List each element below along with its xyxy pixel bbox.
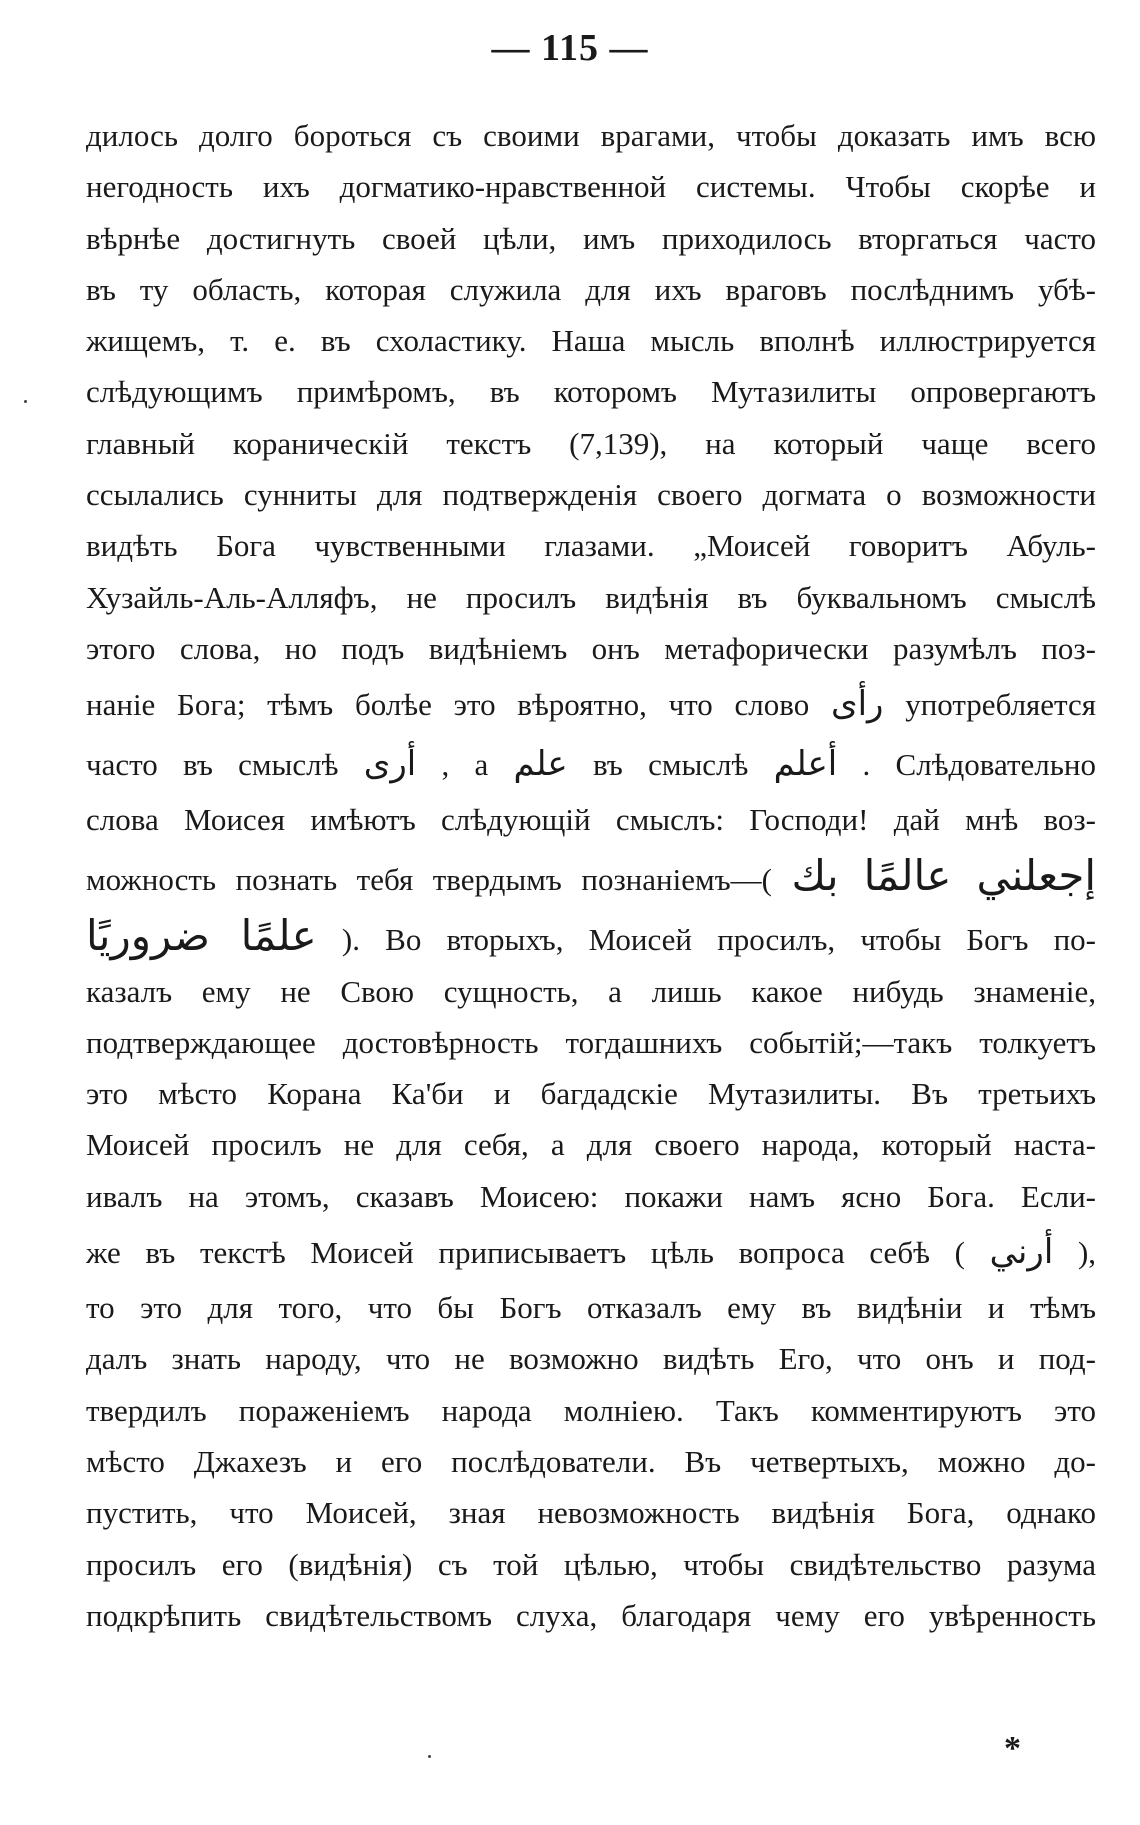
text-line: Моисей просилъ не для себя, а для своего народа, который наста- bbox=[86, 1127, 1096, 1163]
text-line-with-arabic bbox=[86, 1222, 1096, 1282]
text-line: видѣть Бога чувственными глазами. „Моисей говоритъ Абуль- bbox=[86, 528, 1096, 564]
text-line: слова Моисея имѣютъ слѣдующій смыслъ: Господи! дай мнѣ воз- bbox=[86, 802, 1096, 838]
text-segment: же въ текстѣ Моисей приписываетъ цѣль вопроса себѣ ( bbox=[86, 1235, 965, 1271]
arabic-word: أرني bbox=[989, 1232, 1054, 1273]
text-line: жищемъ, т. е. въ схоластику. Наша мысль вполнѣ иллюстрируется bbox=[86, 323, 1096, 359]
text-line: ссылались сунниты для подтвержденія своего догмата о возможности bbox=[86, 477, 1096, 513]
arabic-word: أرى bbox=[363, 744, 417, 785]
arabic-phrase: إجعلني عالمًا بك bbox=[791, 850, 1096, 900]
text-line: подкрѣпить свидѣтельствомъ слуха, благодаря чему его увѣренность bbox=[86, 1597, 1096, 1633]
footnote-mark: * bbox=[1004, 1730, 1021, 1767]
arabic-word: أعلم bbox=[773, 744, 838, 785]
text-segment: . Слѣдовательно bbox=[862, 747, 1096, 783]
text-line: пустить, что Моисей, зная невозможность видѣнія Бога, однако bbox=[86, 1495, 1096, 1531]
text-segment: ), bbox=[1077, 1235, 1096, 1271]
text-line: негодность ихъ догматико-нравственной системы. Чтобы скорѣе и bbox=[86, 169, 1096, 205]
scan-speck bbox=[428, 1755, 431, 1758]
arabic-word: رأى bbox=[830, 684, 884, 725]
text-line: ивалъ на этомъ, сказавъ Моисею: покажи намъ ясно Бога. Если- bbox=[86, 1178, 1096, 1214]
arabic-word: علم bbox=[513, 744, 568, 785]
text-segment: въ смыслѣ bbox=[592, 747, 749, 783]
page-number: — 115 — bbox=[491, 27, 649, 69]
text-segment: наніе Бога; тѣмъ болѣе это вѣроятно, что слово bbox=[86, 687, 810, 723]
text-line: главный кораническій текстъ (7,139), на который чаще всего bbox=[86, 425, 1096, 461]
text-line-with-arabic bbox=[86, 674, 1096, 734]
text-line: мѣсто Джахезъ и его послѣдователи. Въ четвертыхъ, можно до- bbox=[86, 1443, 1096, 1479]
text-line-with-arabic bbox=[86, 846, 1096, 906]
text-line: Хузайль-Аль-Алляфъ, не просилъ видѣнія въ буквальномъ смыслѣ bbox=[86, 579, 1096, 615]
text-segment: употребляется bbox=[905, 687, 1096, 723]
text-segment: ). Во вторыхъ, Моисей просилъ, чтобы Богъ по- bbox=[341, 921, 1096, 957]
body-text bbox=[86, 110, 1096, 1641]
text-line-with-arabic bbox=[86, 734, 1096, 794]
text-line: слѣдующимъ примѣромъ, въ которомъ Мутазилиты опровергаютъ bbox=[86, 374, 1096, 410]
text-line: это мѣсто Корана Ка'би и багдадскіе Мутазилиты. Въ третьихъ bbox=[86, 1076, 1096, 1112]
text-line: далъ знать народу, что не возможно видѣть Его, что онъ и под- bbox=[86, 1341, 1096, 1377]
text-line: въ ту область, которая служила для ихъ враговъ послѣднимъ убѣ- bbox=[86, 271, 1096, 307]
text-line: этого слова, но подъ видѣніемъ онъ метафорически разумѣлъ поз- bbox=[86, 630, 1096, 666]
text-segment: часто въ смыслѣ bbox=[86, 747, 339, 783]
text-line: подтверждающее достовѣрность тогдашнихъ событій;—такъ толкуетъ bbox=[86, 1024, 1096, 1060]
text-line: твердилъ пораженіемъ народа молніею. Такъ комментируютъ это bbox=[86, 1392, 1096, 1428]
text-line: то это для того, что бы Богъ отказалъ ему въ видѣніи и тѣмъ bbox=[86, 1290, 1096, 1326]
text-line: дилось долго бороться съ своими врагами, чтобы доказать имъ всю bbox=[86, 118, 1096, 153]
text-line: казалъ ему не Свою сущность, а лишь какое нибудь знаменіе, bbox=[86, 973, 1096, 1009]
text-segment: , а bbox=[441, 747, 489, 783]
text-line: вѣрнѣе достигнуть своей цѣли, имъ приходилось вторгаться часто bbox=[86, 220, 1096, 256]
arabic-phrase: علمًا ضروريًا bbox=[86, 910, 317, 960]
text-line-with-arabic bbox=[86, 906, 1096, 966]
text-line: просилъ его (видѣнія) съ той цѣлью, чтобы свидѣтельство разума bbox=[86, 1546, 1096, 1582]
scan-speck bbox=[24, 400, 27, 403]
text-segment: можность познать тебя твердымъ познаніемъ—( bbox=[86, 861, 772, 897]
